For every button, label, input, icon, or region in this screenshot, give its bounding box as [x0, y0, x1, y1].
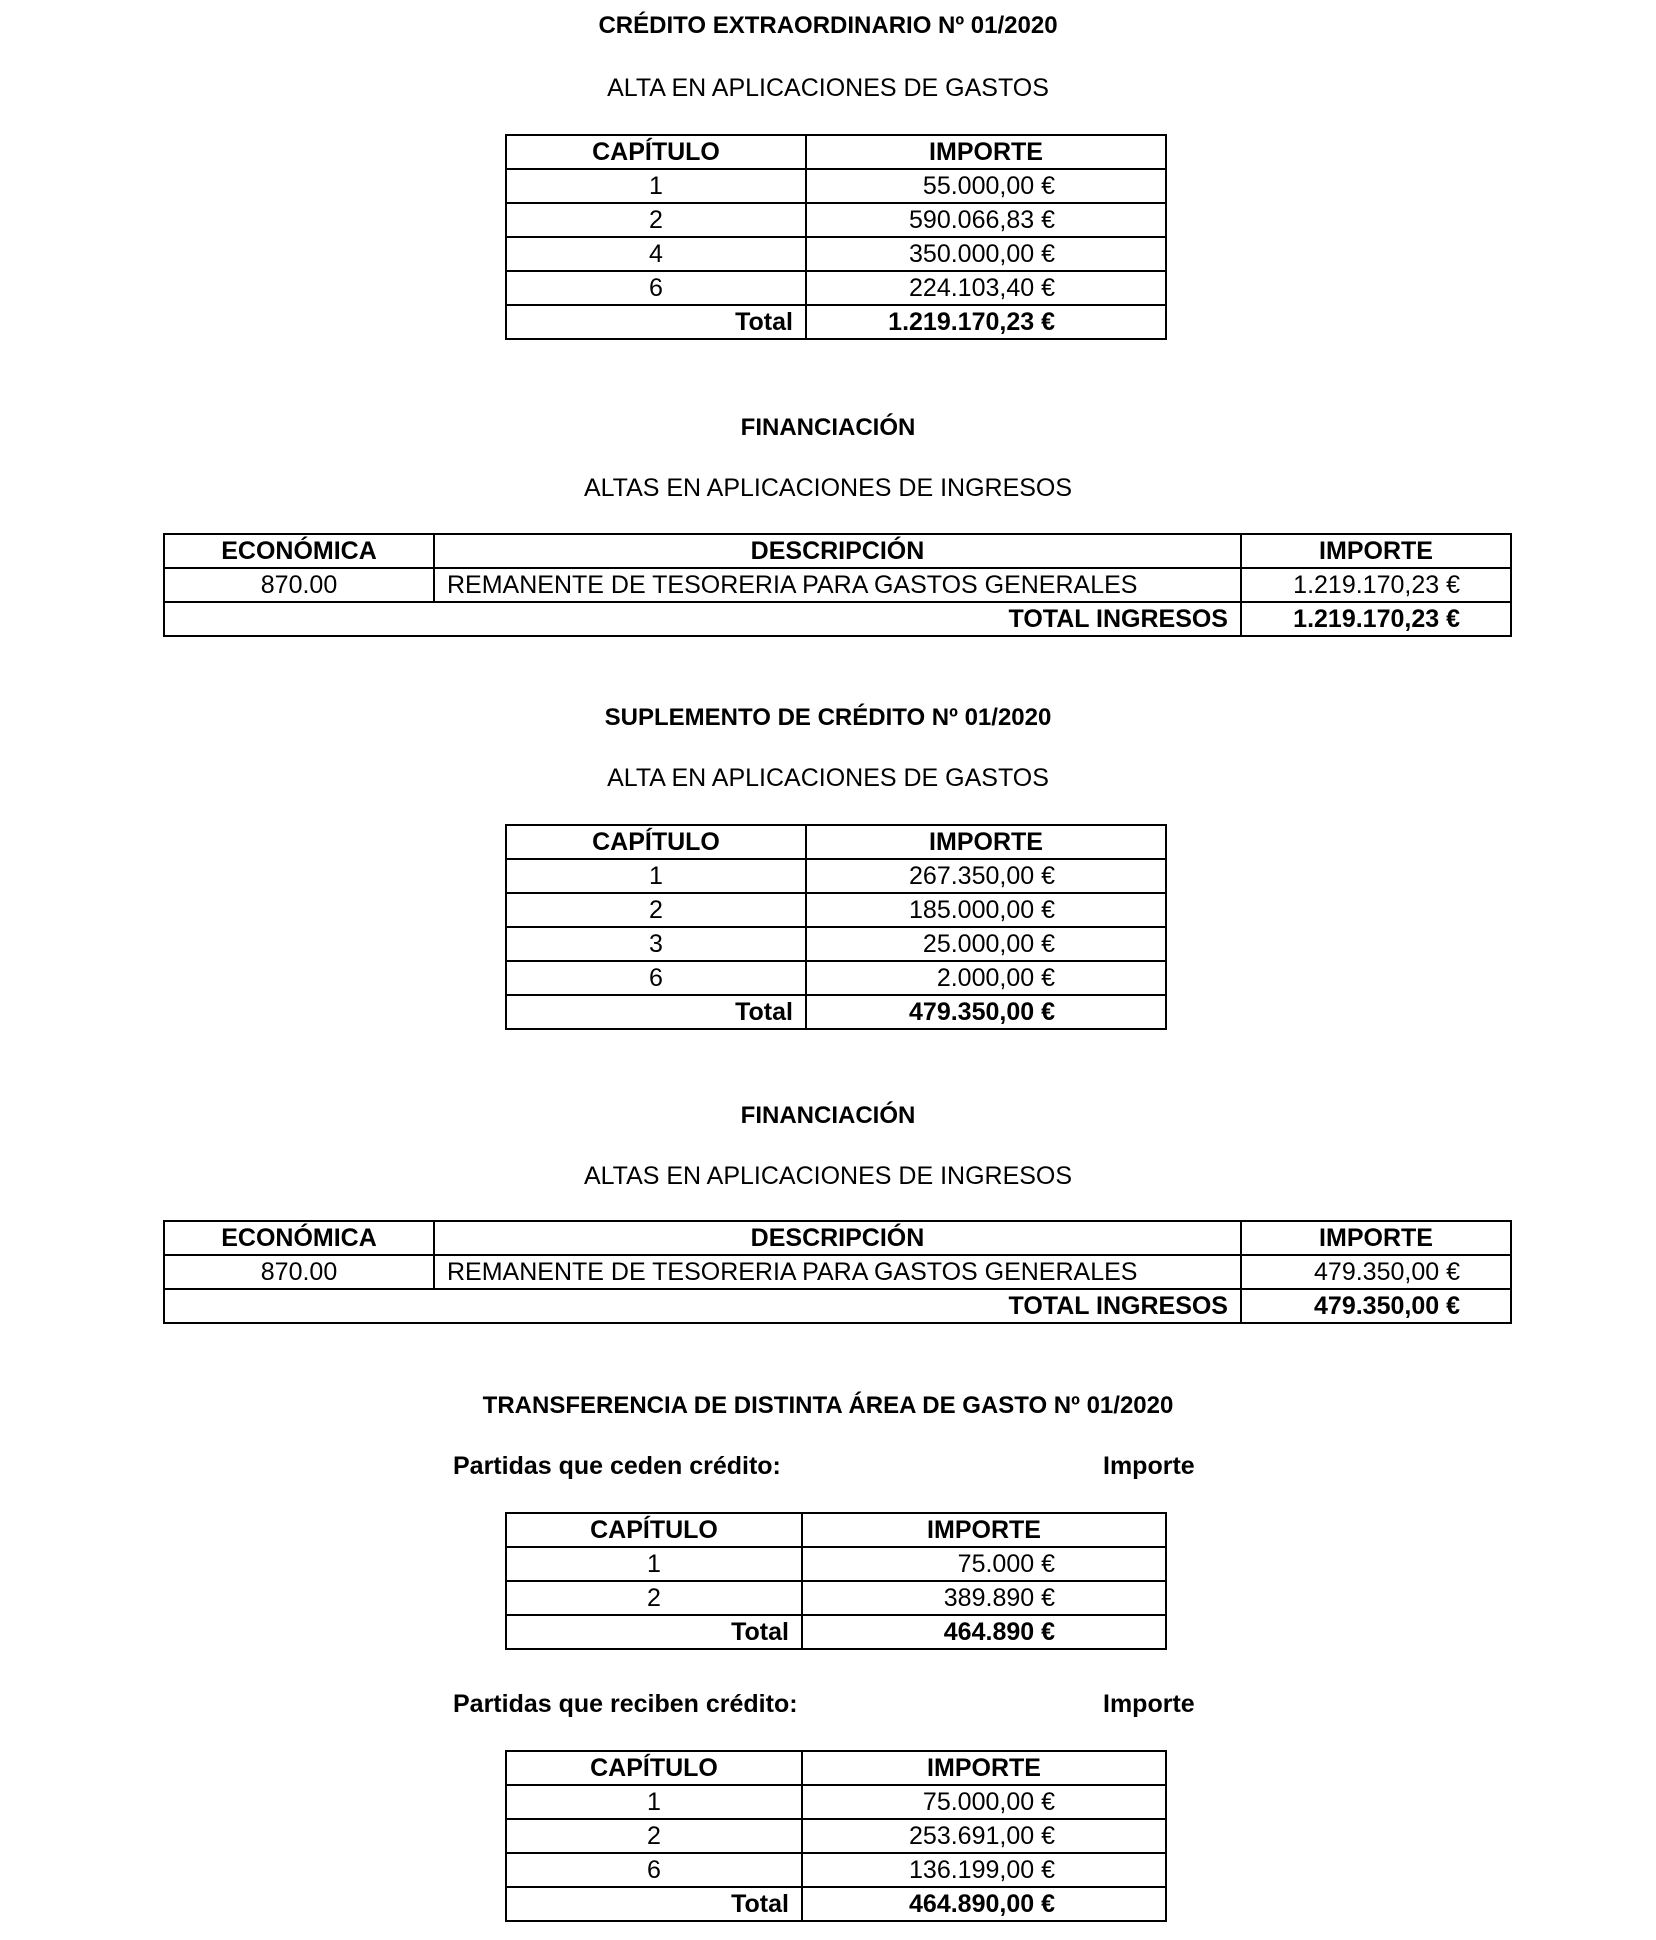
total-value: 479.350,00 € — [806, 995, 1166, 1029]
table-row — [506, 859, 1166, 893]
cell-importe: 267.350,00 € — [806, 859, 1166, 893]
financiacion-subtitle: ALTAS EN APLICACIONES DE INGRESOS — [583, 474, 1073, 502]
table-header-row — [164, 534, 1511, 568]
cell-capitulo: 3 — [506, 927, 806, 961]
total-label: TOTAL INGRESOS — [164, 1289, 1241, 1323]
cell-importe: 75.000 € — [802, 1547, 1166, 1581]
header-economica: ECONÓMICA — [164, 534, 434, 568]
total-row — [506, 995, 1166, 1029]
header-economica: ECONÓMICA — [164, 1221, 434, 1255]
total-row — [506, 305, 1166, 339]
financiacion-title: FINANCIACIÓN — [740, 1102, 916, 1129]
total-value: 464.890,00 € — [802, 1887, 1166, 1921]
total-value: 1.219.170,23 € — [806, 305, 1166, 339]
total-value: 479.350,00 € — [1241, 1289, 1511, 1323]
financiacion-table — [163, 533, 1512, 637]
total-value: 464.890 € — [802, 1615, 1166, 1649]
cell-importe: 253.691,00 € — [802, 1819, 1166, 1853]
table-header-row — [506, 1751, 1166, 1785]
cell-importe: 350.000,00 € — [806, 237, 1166, 271]
credito-extraordinario-table — [505, 134, 1167, 340]
reciben-table — [505, 1750, 1167, 1922]
cell-capitulo: 2 — [506, 1819, 802, 1853]
table-row — [506, 271, 1166, 305]
cell-importe: 224.103,40 € — [806, 271, 1166, 305]
table-row — [506, 927, 1166, 961]
table-row — [506, 203, 1166, 237]
cell-capitulo: 4 — [506, 237, 806, 271]
total-row — [164, 1289, 1511, 1323]
cell-capitulo: 6 — [506, 1853, 802, 1887]
header-importe: IMPORTE — [806, 825, 1166, 859]
cell-capitulo: 6 — [506, 961, 806, 995]
cell-capitulo: 2 — [506, 893, 806, 927]
table-header-row — [506, 825, 1166, 859]
table-row — [506, 893, 1166, 927]
cell-importe: 185.000,00 € — [806, 893, 1166, 927]
table-row — [506, 1785, 1166, 1819]
reciben-label: Partidas que reciben crédito: — [453, 1690, 798, 1718]
table-row — [164, 568, 1511, 602]
ceden-importe-label: Importe — [1103, 1452, 1195, 1480]
total-row — [506, 1887, 1166, 1921]
header-capitulo: CAPÍTULO — [506, 1751, 802, 1785]
cell-capitulo: 2 — [506, 203, 806, 237]
table-row — [506, 1581, 1166, 1615]
cell-importe: 75.000,00 € — [802, 1785, 1166, 1819]
table-header-row — [506, 135, 1166, 169]
table-row — [506, 237, 1166, 271]
cell-economica: 870.00 — [164, 1255, 434, 1289]
total-label: Total — [506, 1887, 802, 1921]
ceden-table — [505, 1512, 1167, 1650]
header-descripcion: DESCRIPCIÓN — [434, 1221, 1241, 1255]
table-header-row — [164, 1221, 1511, 1255]
financiacion-subtitle: ALTAS EN APLICACIONES DE INGRESOS — [583, 1162, 1073, 1190]
header-capitulo: CAPÍTULO — [506, 1513, 802, 1547]
header-importe: IMPORTE — [1241, 534, 1511, 568]
table-header-row — [506, 1513, 1166, 1547]
header-importe: IMPORTE — [802, 1751, 1166, 1785]
cell-capitulo: 1 — [506, 1547, 802, 1581]
total-label: Total — [506, 995, 806, 1029]
cell-importe: 389.890 € — [802, 1581, 1166, 1615]
credito-extraordinario-title: CRÉDITO EXTRAORDINARIO Nº 01/2020 — [598, 12, 1058, 39]
total-row — [164, 602, 1511, 636]
reciben-importe-label: Importe — [1103, 1690, 1195, 1718]
cell-capitulo: 2 — [506, 1581, 802, 1615]
header-capitulo: CAPÍTULO — [506, 825, 806, 859]
header-capitulo: CAPÍTULO — [506, 135, 806, 169]
ceden-label: Partidas que ceden crédito: — [453, 1452, 781, 1480]
suplemento-credito-title: SUPLEMENTO DE CRÉDITO Nº 01/2020 — [604, 704, 1052, 731]
header-importe: IMPORTE — [802, 1513, 1166, 1547]
total-value: 1.219.170,23 € — [1241, 602, 1511, 636]
table-row — [164, 1255, 1511, 1289]
cell-capitulo: 1 — [506, 169, 806, 203]
cell-importe: 590.066,83 € — [806, 203, 1166, 237]
cell-importe: 55.000,00 € — [806, 169, 1166, 203]
total-label: Total — [506, 1615, 802, 1649]
total-label: TOTAL INGRESOS — [164, 602, 1241, 636]
cell-importe: 136.199,00 € — [802, 1853, 1166, 1887]
cell-importe: 479.350,00 € — [1241, 1255, 1511, 1289]
cell-descripcion: REMANENTE DE TESORERIA PARA GASTOS GENERALES — [434, 1255, 1241, 1289]
cell-capitulo: 1 — [506, 1785, 802, 1819]
header-importe: IMPORTE — [1241, 1221, 1511, 1255]
cell-importe: 25.000,00 € — [806, 927, 1166, 961]
cell-capitulo: 1 — [506, 859, 806, 893]
header-descripcion: DESCRIPCIÓN — [434, 534, 1241, 568]
cell-descripcion: REMANENTE DE TESORERIA PARA GASTOS GENERALES — [434, 568, 1241, 602]
header-importe: IMPORTE — [806, 135, 1166, 169]
table-row — [506, 1819, 1166, 1853]
transferencia-title: TRANSFERENCIA DE DISTINTA ÁREA DE GASTO Nº 01/2020 — [482, 1392, 1174, 1419]
total-label: Total — [506, 305, 806, 339]
cell-capitulo: 6 — [506, 271, 806, 305]
total-row — [506, 1615, 1166, 1649]
table-row — [506, 169, 1166, 203]
cell-economica: 870.00 — [164, 568, 434, 602]
table-row — [506, 961, 1166, 995]
suplemento-credito-table — [505, 824, 1167, 1030]
table-row — [506, 1853, 1166, 1887]
suplemento-credito-subtitle: ALTA EN APLICACIONES DE GASTOS — [607, 764, 1049, 792]
cell-importe: 2.000,00 € — [806, 961, 1166, 995]
financiacion-title: FINANCIACIÓN — [740, 414, 916, 441]
table-row — [506, 1547, 1166, 1581]
financiacion-table — [163, 1220, 1512, 1324]
credito-extraordinario-subtitle: ALTA EN APLICACIONES DE GASTOS — [607, 74, 1049, 102]
cell-importe: 1.219.170,23 € — [1241, 568, 1511, 602]
